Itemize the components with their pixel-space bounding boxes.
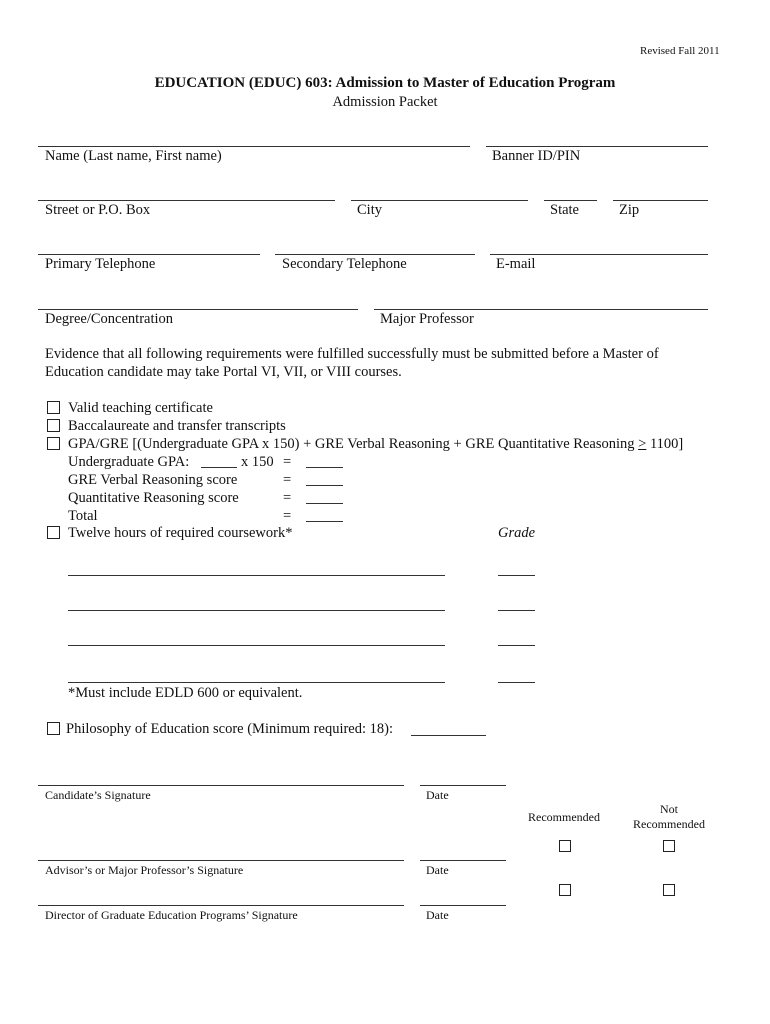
transcripts-label: Baccalaureate and transfer transcripts	[68, 418, 286, 434]
course-line-4[interactable]	[68, 682, 445, 683]
grade-header: Grade	[498, 525, 536, 541]
transcripts-checkbox[interactable]	[47, 419, 60, 432]
director-signature-line[interactable]	[38, 905, 404, 906]
email-field[interactable]	[490, 254, 708, 255]
candidate-signature-line[interactable]	[38, 785, 404, 786]
total-equals: =	[283, 508, 292, 524]
email-label: E-mail	[496, 256, 536, 272]
name-field[interactable]	[38, 146, 470, 147]
coursework-checkbox[interactable]	[47, 526, 60, 539]
course-line-2[interactable]	[68, 610, 445, 611]
advisor-date-label: Date	[426, 863, 449, 877]
x150-label: x 150	[241, 454, 274, 470]
candidate-date-line[interactable]	[420, 785, 506, 786]
coursework-note: *Must include EDLD 600 or equivalent.	[68, 685, 303, 701]
verbal-equals: =	[283, 472, 292, 488]
ug-gpa-result-blank[interactable]	[306, 467, 343, 468]
advisor-not-recommended-checkbox[interactable]	[663, 840, 675, 852]
gpa-gre-checkbox[interactable]	[47, 437, 60, 450]
philosophy-score-blank[interactable]	[411, 735, 486, 736]
primary-phone-label: Primary Telephone	[45, 256, 156, 272]
philosophy-label: Philosophy of Education score (Minimum required: 18):	[66, 721, 394, 737]
total-blank[interactable]	[306, 521, 343, 522]
degree-field[interactable]	[38, 309, 358, 310]
not-recommended-header-line1: Not	[660, 802, 678, 816]
primary-phone-field[interactable]	[38, 254, 260, 255]
name-label: Name (Last name, First name)	[45, 148, 222, 164]
director-date-label: Date	[426, 908, 449, 922]
intro-line-1: Evidence that all following requirements were fulfilled successfully must be submitted before a Master of	[45, 346, 659, 362]
director-signature-label: Director of Graduate Education Programs’ Signature	[45, 908, 298, 922]
advisor-date-line[interactable]	[420, 860, 506, 861]
banner-field[interactable]	[486, 146, 708, 147]
quant-blank[interactable]	[306, 503, 343, 504]
city-label: City	[357, 202, 382, 218]
page-subtitle: Admission Packet	[332, 94, 438, 110]
page-title: EDUCATION (EDUC) 603: Admission to Master of Education Program	[154, 75, 616, 91]
teaching-certificate-label: Valid teaching certificate	[68, 400, 213, 416]
revision-note: Revised Fall 2011	[640, 45, 720, 57]
grade-line-2[interactable]	[498, 610, 535, 611]
street-label: Street or P.O. Box	[45, 202, 151, 218]
banner-label: Banner ID/PIN	[492, 148, 581, 164]
secondary-phone-field[interactable]	[275, 254, 475, 255]
verbal-blank[interactable]	[306, 485, 343, 486]
advisor-signature-line[interactable]	[38, 860, 404, 861]
major-professor-field[interactable]	[374, 309, 708, 310]
ug-gpa-label: Undergraduate GPA:	[68, 454, 190, 470]
candidate-date-label: Date	[426, 788, 449, 802]
major-professor-label: Major Professor	[380, 311, 474, 327]
gpa-gre-label: GPA/GRE [(Undergraduate GPA x 150) + GRE Verbal Reasoning + GRE Quantitative Reasoning > 1100]	[68, 436, 684, 452]
ug-gpa-blank[interactable]	[201, 467, 237, 468]
total-label: Total	[68, 508, 98, 524]
grade-line-1[interactable]	[498, 575, 535, 576]
grade-line-3[interactable]	[498, 645, 535, 646]
zip-label: Zip	[619, 202, 640, 218]
not-recommended-header-line2: Recommended	[633, 817, 705, 831]
street-field[interactable]	[38, 200, 335, 201]
grade-line-4[interactable]	[498, 682, 535, 683]
ug-gpa-equals: =	[283, 454, 292, 470]
quant-equals: =	[283, 490, 292, 506]
city-field[interactable]	[351, 200, 528, 201]
verbal-label: GRE Verbal Reasoning score	[68, 472, 238, 488]
director-date-line[interactable]	[420, 905, 506, 906]
coursework-label: Twelve hours of required coursework*	[68, 525, 293, 541]
director-recommended-checkbox[interactable]	[559, 884, 571, 896]
intro-line-2: Education candidate may take Portal VI, VII, or VIII courses.	[45, 364, 402, 380]
course-line-1[interactable]	[68, 575, 445, 576]
recommended-header: Recommended	[528, 810, 600, 824]
director-not-recommended-checkbox[interactable]	[663, 884, 675, 896]
advisor-signature-label: Advisor’s or Major Professor’s Signature	[45, 863, 244, 877]
philosophy-checkbox[interactable]	[47, 722, 60, 735]
quant-label: Quantitative Reasoning score	[68, 490, 239, 506]
zip-field[interactable]	[613, 200, 708, 201]
degree-label: Degree/Concentration	[45, 311, 174, 327]
secondary-phone-label: Secondary Telephone	[282, 256, 407, 272]
candidate-signature-label: Candidate’s Signature	[45, 788, 151, 802]
teaching-certificate-checkbox[interactable]	[47, 401, 60, 414]
state-field[interactable]	[544, 200, 597, 201]
advisor-recommended-checkbox[interactable]	[559, 840, 571, 852]
course-line-3[interactable]	[68, 645, 445, 646]
state-label: State	[550, 202, 579, 218]
